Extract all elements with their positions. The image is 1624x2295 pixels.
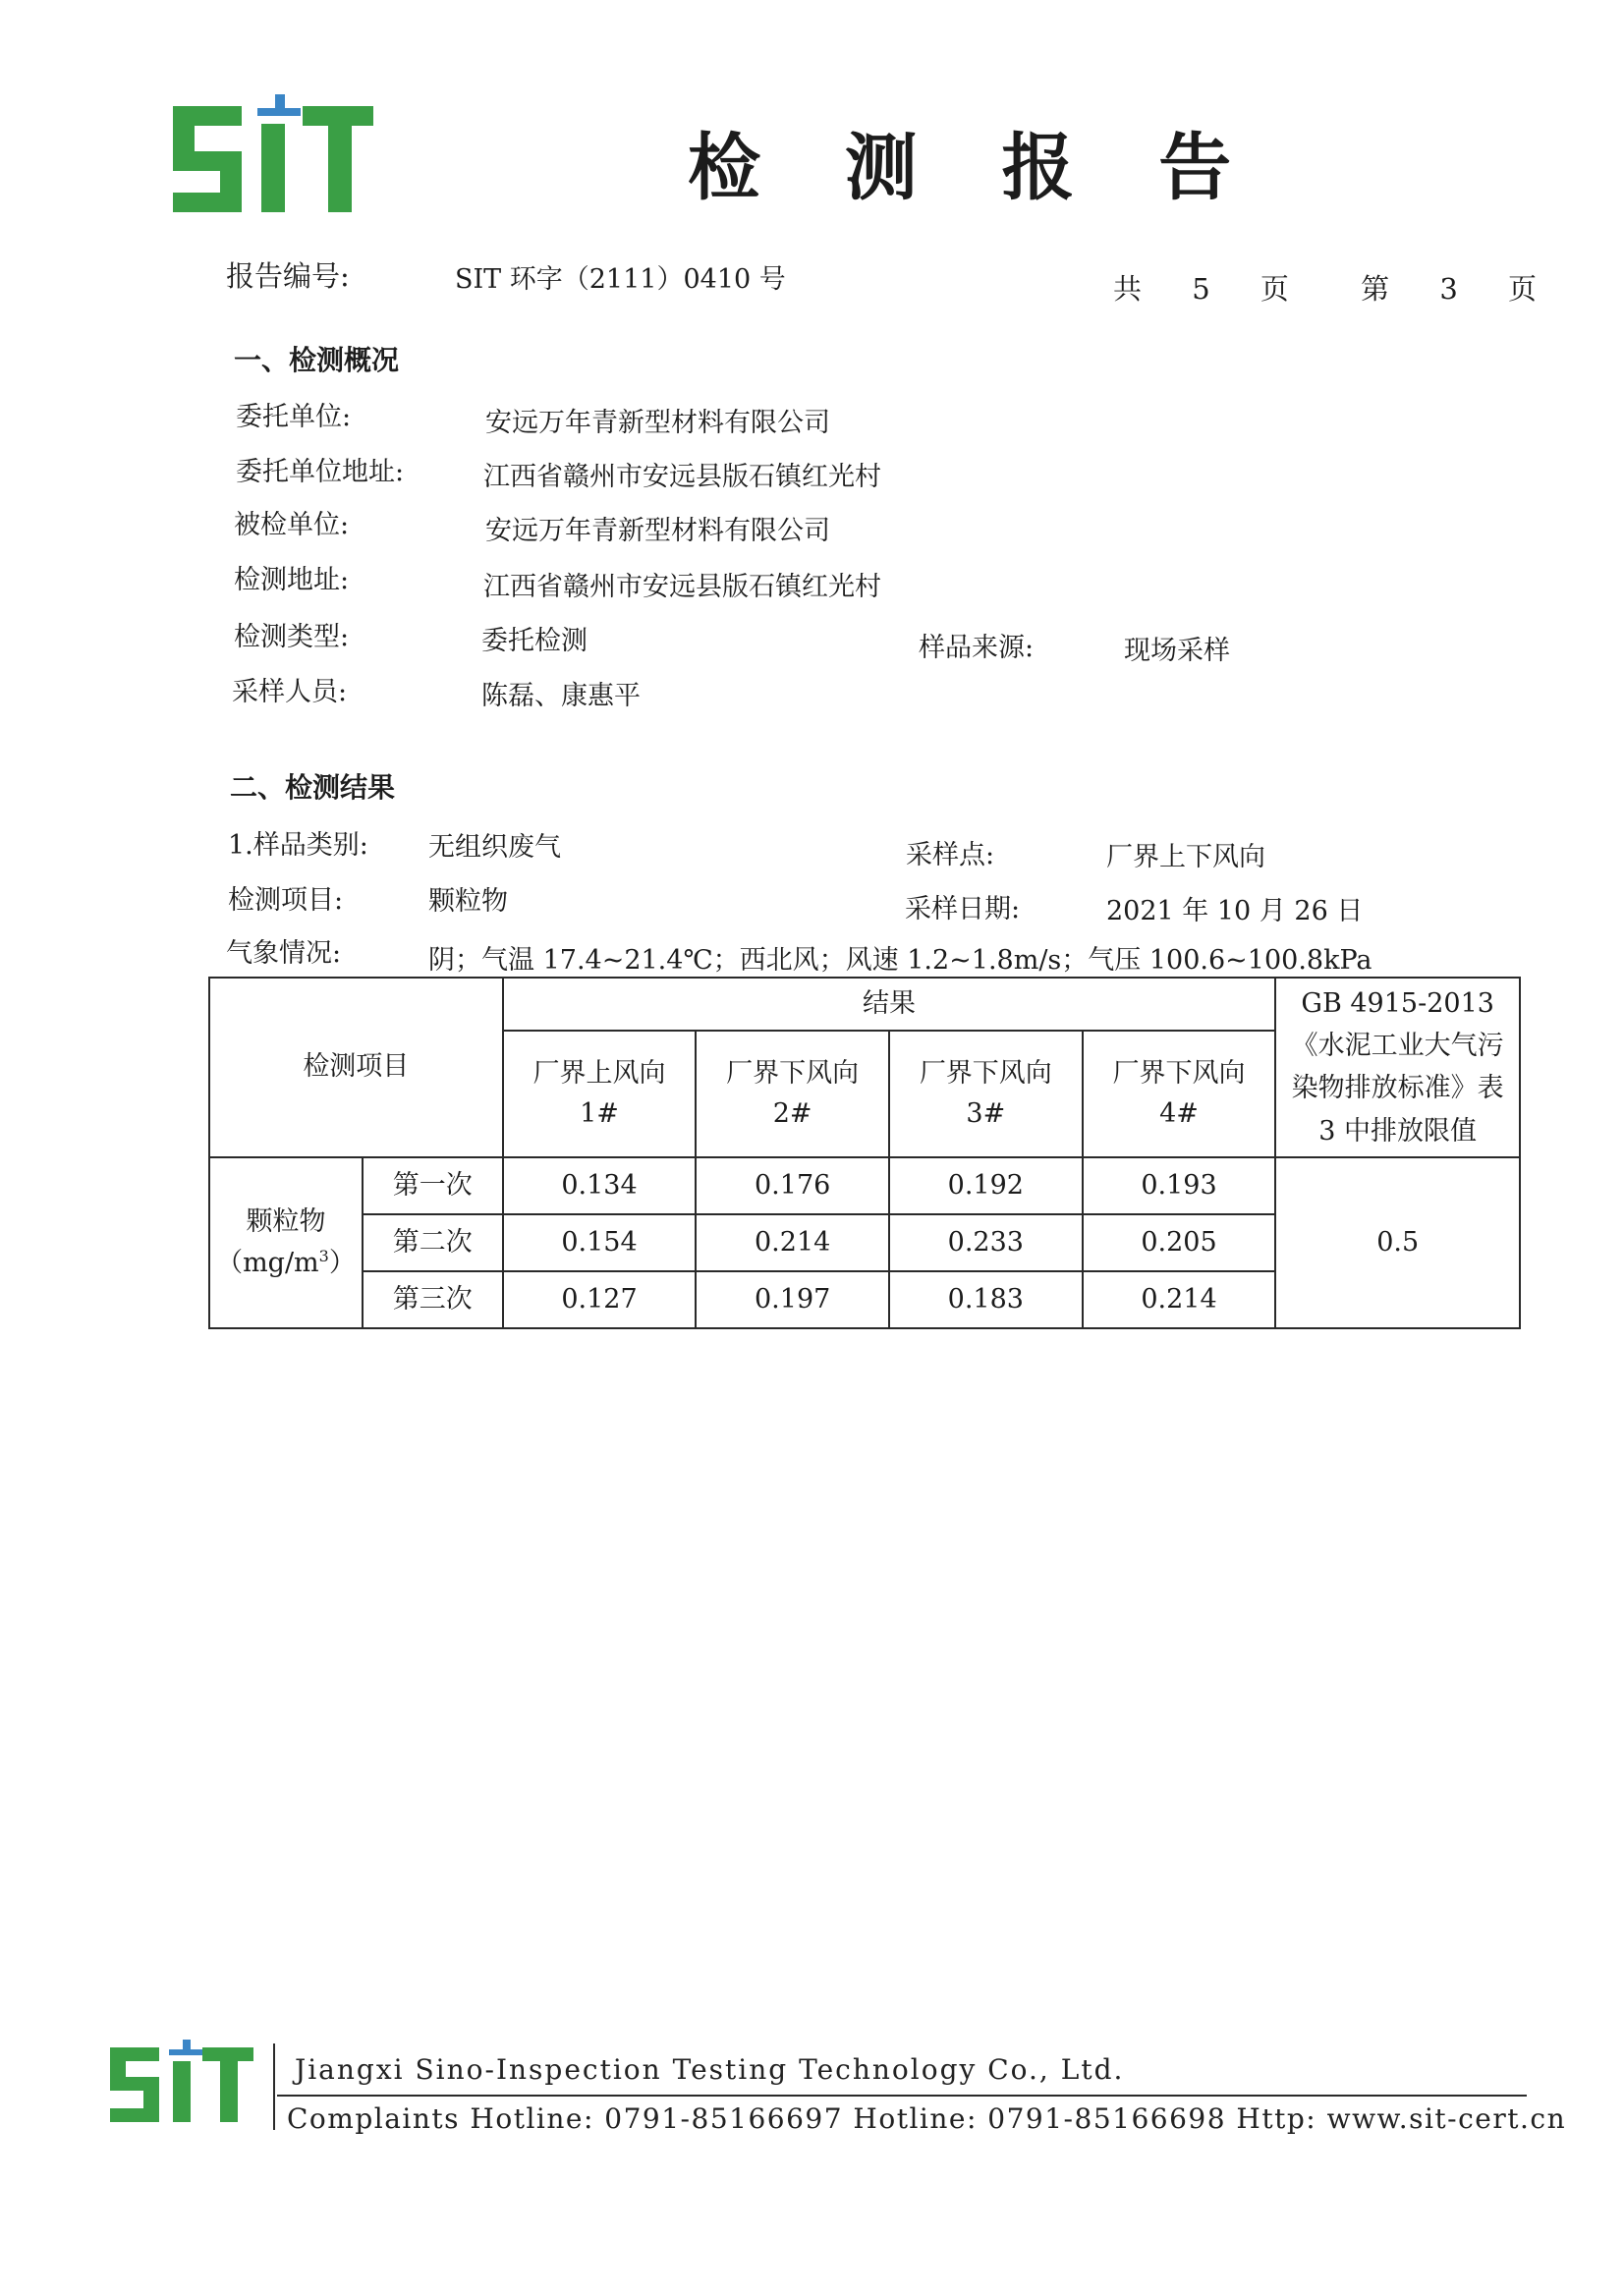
pollutant-name: 颗粒物	[246, 1205, 326, 1237]
table-cell: 0.214	[696, 1214, 889, 1271]
test-type-value: 委托检测	[481, 626, 588, 656]
point-2: 厂界下风向 2#	[696, 1031, 889, 1157]
footer-vertical-divider	[273, 2043, 275, 2130]
total-pages: 5	[1192, 272, 1210, 306]
sample-source-value: 现场采样	[1124, 636, 1230, 666]
weather-label: 气象情况:	[226, 938, 342, 969]
table-cell: 0.134	[503, 1157, 697, 1214]
pollutant-unit: $(mg/m^3)$	[216, 1246, 356, 1278]
sampler-value: 陈磊、康惠平	[481, 681, 641, 711]
client-value: 安远万年青新型材料有限公司	[485, 408, 830, 438]
table-header-row	[209, 978, 1520, 1031]
point-4: 厂界下风向 4#	[1083, 1031, 1276, 1157]
client-address-value: 江西省赣州市安远县版石镇红光村	[483, 462, 881, 492]
weather-value: 阴；气温 17.4~21.4℃；西北风；风速 1.2~1.8m/s；气压 100.6~100.8kPa	[428, 945, 1372, 976]
test-address-value: 江西省赣州市安远县版石镇红光村	[483, 572, 881, 602]
sampling-point-label: 采样点:	[906, 840, 995, 870]
footer-horizontal-divider	[277, 2095, 1527, 2097]
section1-heading: 一、检测概况	[234, 344, 400, 376]
inspected-unit-label: 被检单位:	[234, 510, 350, 540]
sample-type-label: 1.样品类别:	[228, 830, 368, 861]
table-cell: 0.193	[1083, 1157, 1276, 1214]
table-cell: 0.192	[889, 1157, 1083, 1214]
report-no: SIT 环字（2111）0410 号	[455, 264, 786, 295]
table-cell: 0.154	[503, 1214, 697, 1271]
sample-source-label: 样品来源:	[919, 633, 1035, 663]
total-suffix: 页	[1260, 272, 1289, 306]
client-address-label: 委托单位地址:	[236, 457, 405, 487]
test-item-label: 检测项目:	[228, 885, 344, 916]
page-info	[1113, 267, 1537, 308]
footer-sit-logo	[108, 2040, 255, 2126]
inspected-unit-value: 安远万年青新型材料有限公司	[485, 516, 830, 546]
sampling-date-value: 2021 年 10 月 26 日	[1106, 896, 1364, 926]
results-table	[208, 977, 1521, 1329]
limit-cell: 0.5	[1275, 1157, 1520, 1328]
table-cell: 0.176	[696, 1157, 889, 1214]
row-label: 第一次	[363, 1157, 503, 1214]
table-cell: 0.127	[503, 1271, 697, 1328]
row-label: 第三次	[363, 1271, 503, 1328]
report-no-label: 报告编号:	[226, 259, 350, 293]
total-prefix: 共	[1113, 272, 1143, 306]
current-prefix: 第	[1361, 272, 1390, 306]
report-title: 检 测 报 告	[688, 126, 1261, 210]
sampling-date-label: 采样日期:	[905, 894, 1021, 924]
footer-company: Jiangxi Sino-Inspection Testing Technology Co., Ltd.	[295, 2053, 1125, 2086]
table-cell: 0.183	[889, 1271, 1083, 1328]
point-3: 厂界下风向 3#	[889, 1031, 1083, 1157]
sampler-label: 采样人员:	[232, 677, 348, 707]
client-label: 委托单位:	[236, 402, 352, 432]
table-cell: 0.205	[1083, 1214, 1276, 1271]
result-header: 结果	[503, 978, 1276, 1031]
section2-heading: 二、检测结果	[230, 771, 396, 804]
sample-type-value: 无组织废气	[428, 832, 561, 863]
sampling-point-value: 厂界上下风向	[1106, 842, 1265, 872]
table-row	[209, 1157, 1520, 1214]
standard-header: GB 4915-2013《水泥工业大气污染物排放标准》表 3 中排放限值	[1275, 978, 1520, 1157]
item-header: 检测项目	[209, 978, 503, 1157]
row-label: 第二次	[363, 1214, 503, 1271]
test-type-label: 检测类型:	[234, 622, 350, 652]
current-suffix: 页	[1508, 272, 1538, 306]
table-cell: 0.233	[889, 1214, 1083, 1271]
point-1: 厂界上风向 1#	[503, 1031, 697, 1157]
test-item-value: 颗粒物	[428, 886, 508, 917]
footer-contact: Complaints Hotline: 0791-85166697 Hotline: 0791-85166698 Http: www.sit-cert.cn	[287, 2102, 1567, 2135]
sit-logo	[169, 94, 375, 220]
table-cell: 0.197	[696, 1271, 889, 1328]
test-address-label: 检测地址:	[234, 565, 350, 595]
pollutant-cell	[209, 1157, 363, 1328]
current-page: 3	[1439, 272, 1458, 306]
table-cell: 0.214	[1083, 1271, 1276, 1328]
